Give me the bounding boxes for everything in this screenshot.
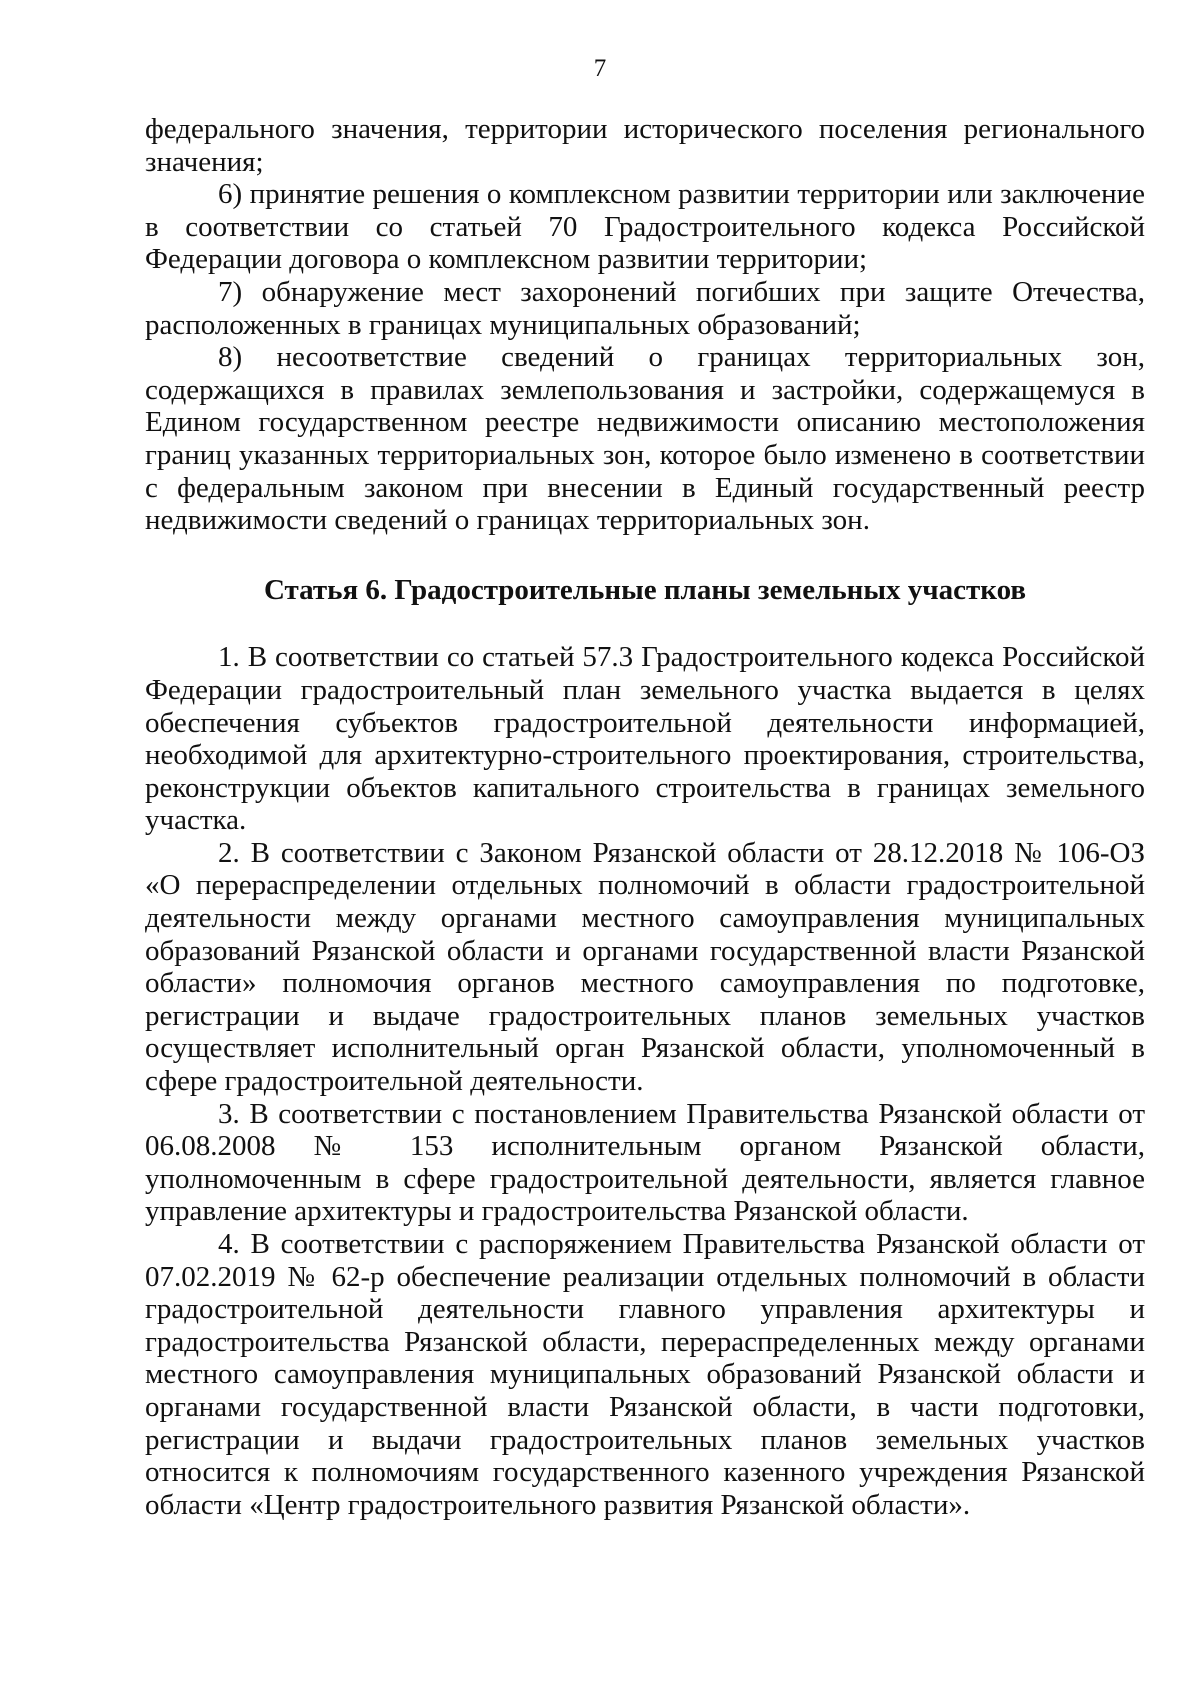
paragraph-continuation: федерального значения, территории исторического поселения регионального значения; <box>145 113 1145 178</box>
page-number: 7 <box>593 55 607 82</box>
document-body <box>145 113 1145 1521</box>
article-paragraph-2: 2. В соответствии с Законом Рязанской области от 28.12.2018 № 106-ОЗ «О перераспределении отдельных полномочий в области градостроительной деятельности между органами местного самоуправления муниципальных образований Рязанской области и органами государственной власти Рязанской области» полномочия органов местного самоуправления по подготовке, регистрации и выдаче градостроительных планов земельных участков осуществляет исполнительный орган Рязанской области, уполномоченный в сфере градостроительной деятельности. <box>145 836 1145 1098</box>
list-item-6: 6) принятие решения о комплексном развитии территории или заключение в соответствии со статьей 70 Градостроительного кодекса Российской Федерации договора о комплексном развитии территории; <box>145 178 1145 276</box>
article-paragraph-1: 1. В соответствии со статьей 57.3 Градостроительного кодекса Российской Федерации градостроительный план земельного участка выдается в целях обеспечения субъектов градостроительной деятельности информацией, необходимой для архитектурно-строительного проектирования, строительства, реконструкции объектов капитального строительства в границах земельного участка. <box>145 641 1145 837</box>
list-item-8: 8) несоответствие сведений о границах территориальных зон, содержащихся в правилах землепользования и застройки, содержащемуся в Едином государственном реестре недвижимости описанию местоположения границ указанных территориальных зон, которое было изменено в соответствии с федеральным законом при внесении в Единый государственный реестр недвижимости сведений о границах территориальных зон. <box>145 341 1145 537</box>
list-item-7: 7) обнаружение мест захоронений погибших при защите Отечества, расположенных в границах муниципальных образований; <box>145 275 1145 341</box>
article-paragraph-3: 3. В соответствии с постановлением Правительства Рязанской области от 06.08.2008 № 153 исполнительным органом Рязанской области, уполномоченным в сфере градостроительной деятельности, является главное управление архитектуры и градостроительства Рязанской области. <box>145 1097 1145 1228</box>
article-heading: Статья 6. Градостроительные планы земельных участков <box>263 573 1027 606</box>
article-paragraph-4: 4. В соответствии с распоряжением Правительства Рязанской области от 07.02.2019 № 62-р обеспечение реализации отдельных полномочий в области градостроительной деятельности главного управления архитектуры и градостроительства Рязанской области, перераспределенных между органами местного самоуправления муниципальных образований Рязанской области и органами государственной власти Рязанской области, в части подготовки, регистрации и выдачи градостроительных планов земельных участков относится к полномочиям государственного казенного учреждения Рязанской области «Центр градостроительного развития Рязанской области». <box>145 1228 1145 1521</box>
